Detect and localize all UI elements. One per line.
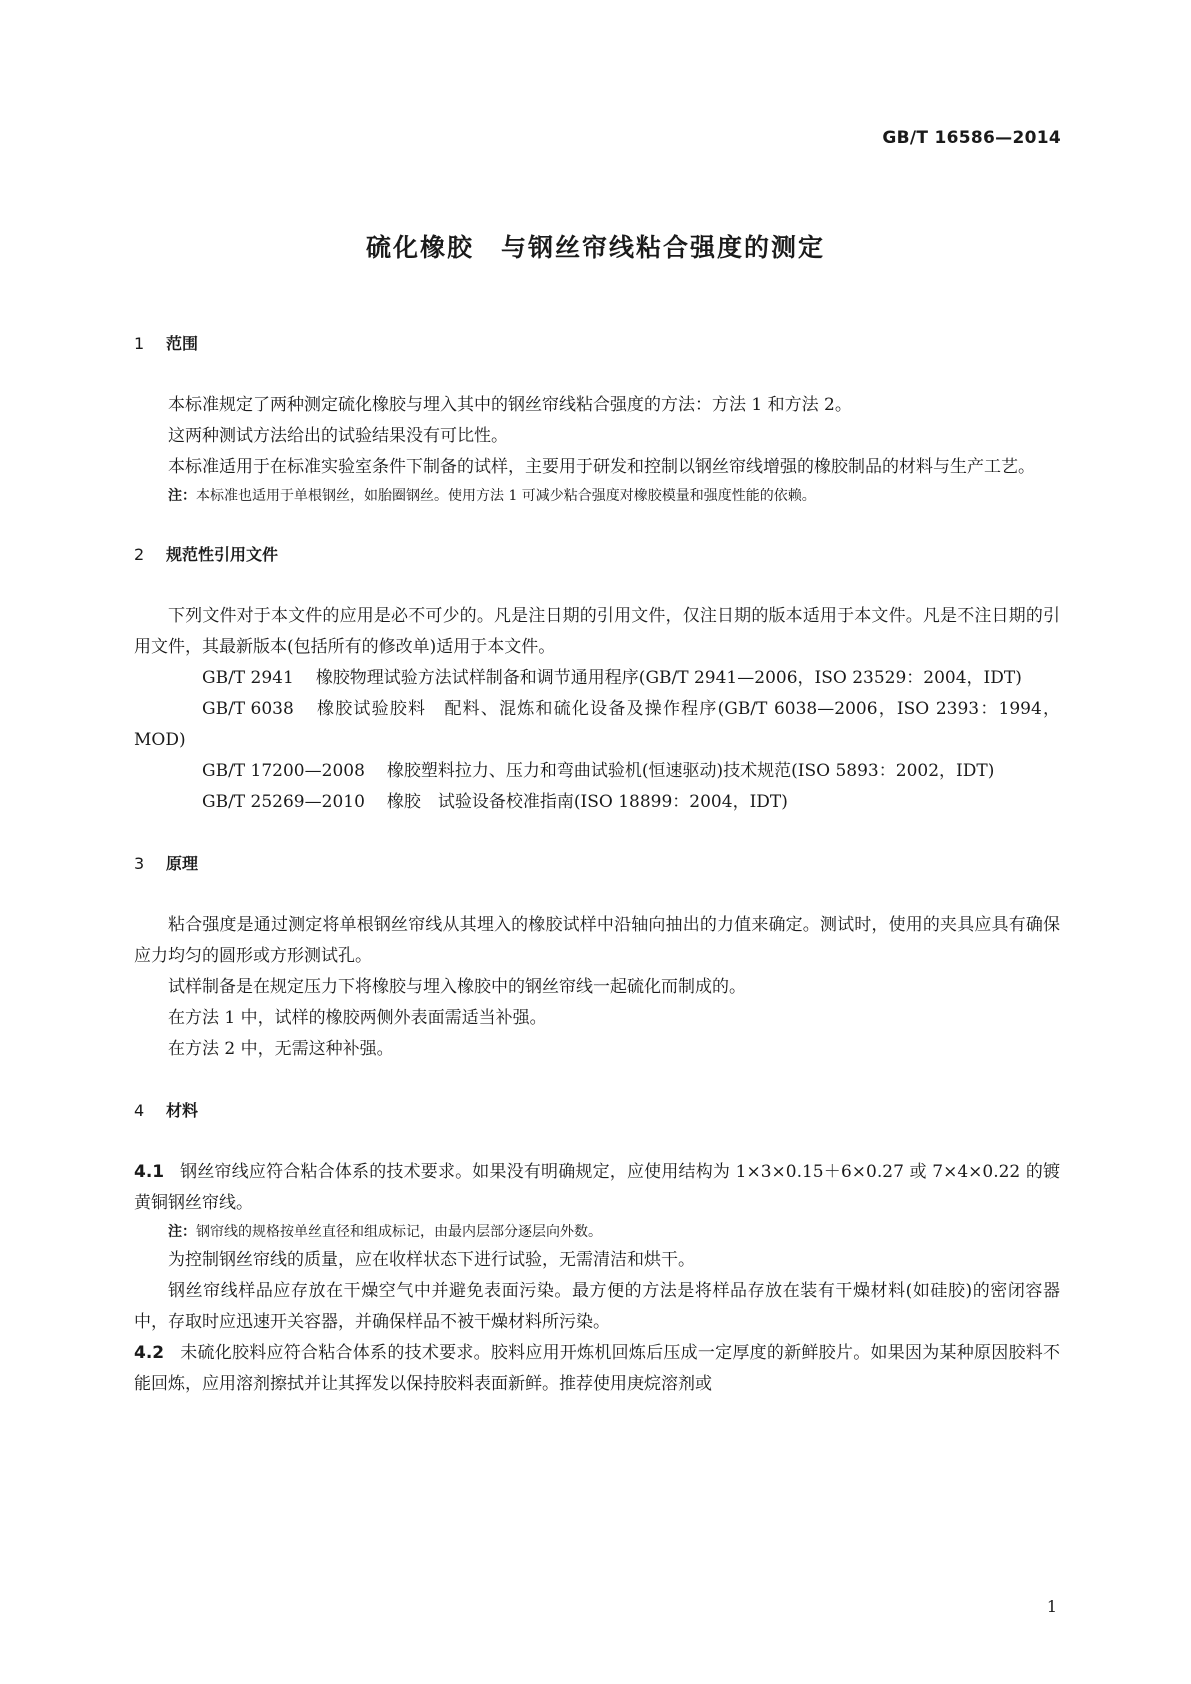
reference-title: 橡胶 试验设备校准指南(ISO 18899：2004，IDT) <box>386 792 788 812</box>
document-title: 硫化橡胶 与钢丝帘线粘合强度的测定 <box>365 233 825 262</box>
reference-entry <box>134 663 1060 694</box>
note <box>134 1219 1060 1245</box>
reference-entry <box>134 756 1060 787</box>
clause-4-1 <box>134 1157 1060 1219</box>
paragraph: 为控制钢丝帘线的质量，应在收样状态下进行试验，无需清洁和烘干。 <box>168 1250 695 1270</box>
section-number: 4 <box>134 1101 145 1120</box>
section-title: 范围 <box>166 334 199 353</box>
reference-entry <box>134 694 1060 756</box>
page-number: 1 <box>1046 1597 1057 1616</box>
reference-code: GB/T 6038 <box>202 699 294 719</box>
clause-number: 4.1 <box>134 1162 165 1182</box>
section-number: 3 <box>134 854 145 873</box>
reference-title: 橡胶塑料拉力、压力和弯曲试验机(恒速驱动)技术规范(ISO 5893：2002，IDT) <box>386 761 995 781</box>
paragraph: 这两种测试方法给出的试验结果没有可比性。 <box>168 426 508 446</box>
standard-number: GB/T 16586—2014 <box>882 128 1061 148</box>
clause-number: 4.2 <box>134 1343 165 1363</box>
section-heading-2 <box>134 543 1060 567</box>
section-number: 1 <box>134 334 145 353</box>
document-body <box>134 332 1060 1400</box>
note-text: 本标准也适用于单根钢丝，如胎圈钢丝。使用方法 1 可减少粘合强度对橡胶模量和强度性能的依赖。 <box>196 488 816 504</box>
paragraph: 本标准适用于在标准实验室条件下制备的试样，主要用于研发和控制以钢丝帘线增强的橡胶制品的材料与生产工艺。 <box>168 457 1035 477</box>
section-title: 材料 <box>166 1101 199 1120</box>
clause-text: 未硫化胶料应符合粘合体系的技术要求。胶料应用开炼机回炼后压成一定厚度的新鲜胶片。如果因为某种原因胶料不能回炼，应用溶剂擦拭并让其挥发以保持胶料表面新鲜。推荐使用庚烷溶剂或 <box>134 1343 1060 1394</box>
reference-entry <box>134 787 1060 818</box>
reference-code: GB/T 25269—2010 <box>202 792 365 812</box>
note-label: 注： <box>168 1224 196 1240</box>
section-heading-1 <box>134 332 1060 356</box>
paragraph: 在方法 2 中，无需这种补强。 <box>168 1039 394 1059</box>
note <box>134 483 1060 509</box>
clause-text: 钢丝帘线应符合粘合体系的技术要求。如果没有明确规定，应使用结构为 1×3×0.15＋6×0.27 或 7×4×0.22 的镀黄铜钢丝帘线。 <box>134 1162 1060 1213</box>
paragraph: 在方法 1 中，试样的橡胶两侧外表面需适当补强。 <box>168 1008 547 1028</box>
paragraph: 下列文件对于本文件的应用是必不可少的。凡是注日期的引用文件，仅注日期的版本适用于本文件。凡是不注日期的引用文件，其最新版本(包括所有的修改单)适用于本文件。 <box>134 606 1060 657</box>
section-number: 2 <box>134 545 145 564</box>
note-label: 注： <box>168 488 196 504</box>
section-heading-4 <box>134 1099 1060 1123</box>
paragraph: 粘合强度是通过测定将单根钢丝帘线从其埋入的橡胶试样中沿轴向抽出的力值来确定。测试时，使用的夹具应具有确保应力均匀的圆形或方形测试孔。 <box>134 915 1060 966</box>
paragraph: 试样制备是在规定压力下将橡胶与埋入橡胶中的钢丝帘线一起硫化而制成的。 <box>168 977 746 997</box>
reference-title: 橡胶试验胶料 配料、混炼和硫化设备及操作程序(GB/T 6038—2006，ISO 2393：1994，MOD) <box>134 699 1060 750</box>
section-heading-3 <box>134 852 1060 876</box>
paragraph: 钢丝帘线样品应存放在干燥空气中并避免表面污染。最方便的方法是将样品存放在装有干燥材料(如硅胶)的密闭容器中，存取时应迅速开关容器，并确保样品不被干燥材料所污染。 <box>134 1281 1060 1332</box>
section-title: 原理 <box>166 854 199 873</box>
section-title: 规范性引用文件 <box>166 545 279 564</box>
clause-4-2 <box>134 1338 1060 1400</box>
reference-code: GB/T 2941 <box>202 668 294 688</box>
reference-title: 橡胶物理试验方法试样制备和调节通用程序(GB/T 2941—2006，ISO 23529：2004，IDT) <box>315 668 1022 688</box>
note-text: 钢帘线的规格按单丝直径和组成标记，由最内层部分逐层向外数。 <box>196 1224 602 1240</box>
paragraph: 本标准规定了两种测定硫化橡胶与埋入其中的钢丝帘线粘合强度的方法：方法 1 和方法 2。 <box>168 395 852 415</box>
reference-code: GB/T 17200—2008 <box>202 761 365 781</box>
